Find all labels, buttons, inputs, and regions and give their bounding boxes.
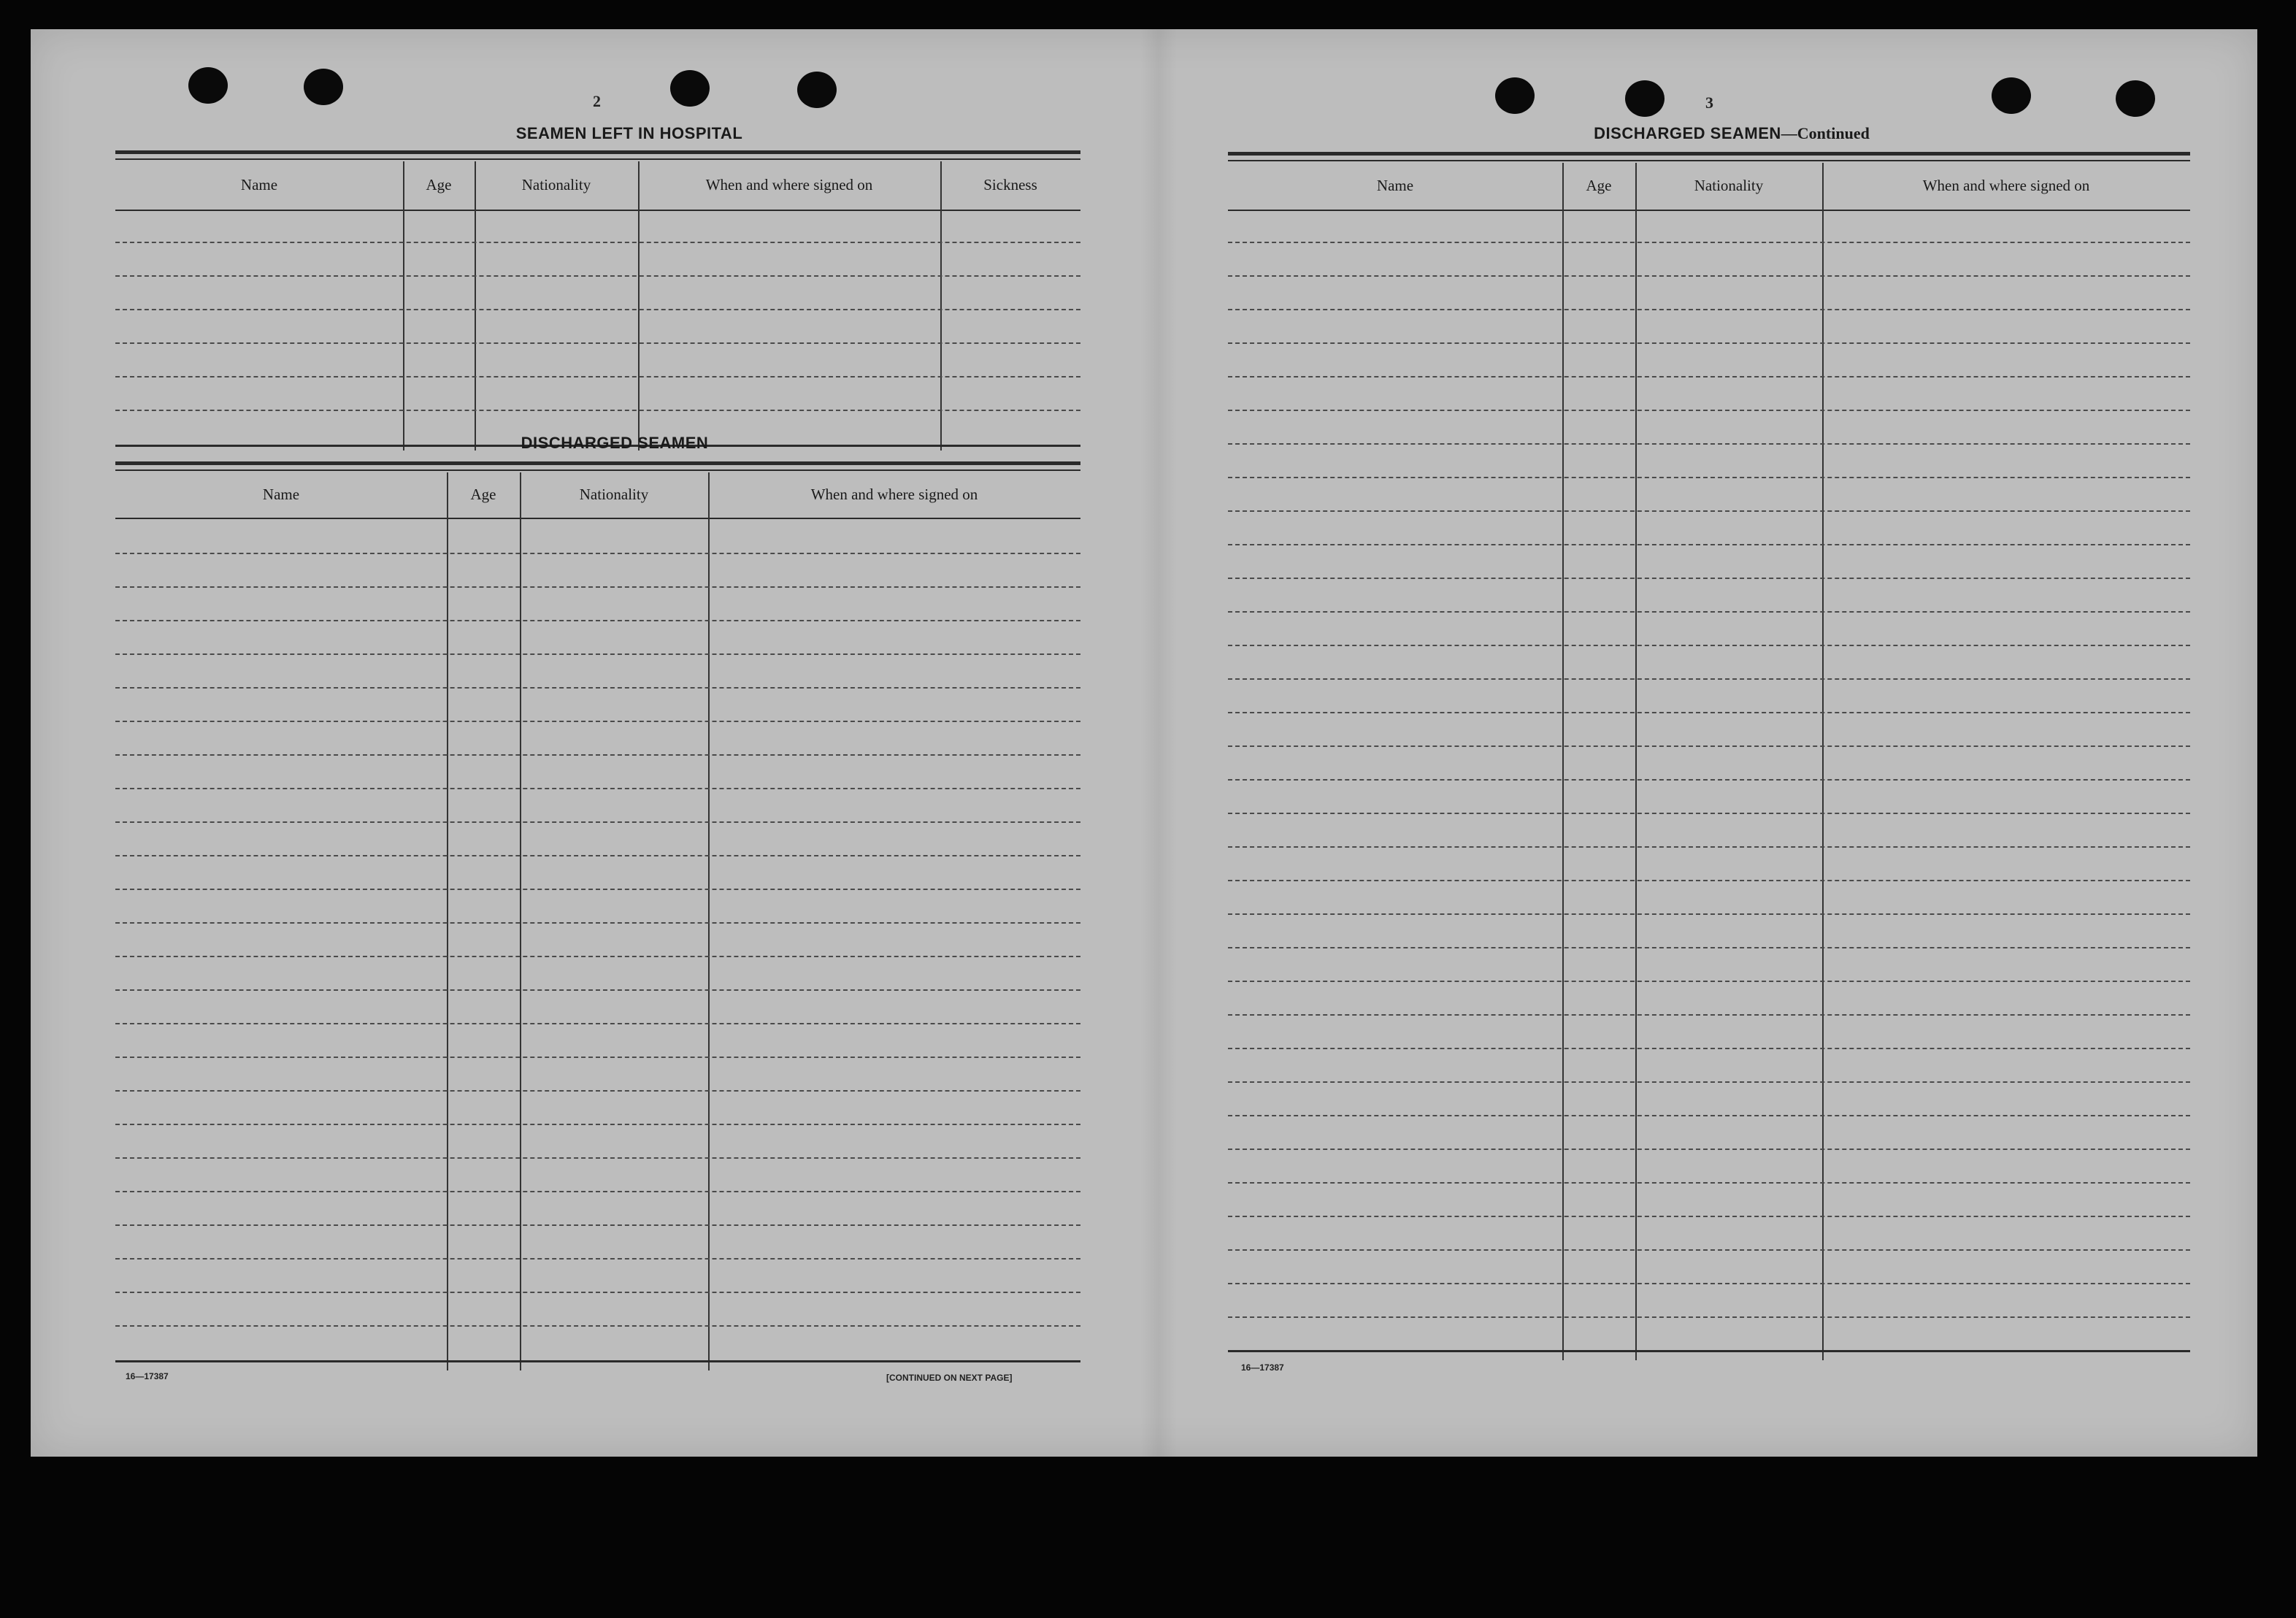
table-row [1228, 779, 2190, 781]
page-fold [1140, 29, 1177, 1457]
table-row [115, 1292, 1080, 1293]
table-row [1228, 712, 2190, 713]
hospital-col-sickness: Sickness [983, 175, 1037, 193]
table-row [115, 1124, 1080, 1125]
discharged-col-signed-on: When and where signed on [810, 485, 978, 503]
punch-hole [188, 67, 228, 104]
table-row [1228, 309, 2190, 310]
table-row [115, 309, 1080, 310]
table-row [1228, 242, 2190, 243]
table-row [1228, 645, 2190, 646]
discharged-cont-col-age: Age [1586, 176, 1612, 194]
table-row [115, 342, 1080, 344]
discharged-continued-title-main: DISCHARGED SEAMEN [1594, 124, 1781, 142]
table-row [115, 1258, 1080, 1259]
document-sheet [31, 29, 2257, 1457]
punch-hole [797, 72, 837, 108]
table-row [115, 1157, 1080, 1159]
hospital-table [115, 150, 1080, 446]
table-row [1228, 1216, 2190, 1217]
table-row [1228, 443, 2190, 445]
table-row [115, 553, 1080, 554]
table-row [1228, 981, 2190, 982]
discharged-cont-col-name: Name [1376, 176, 1414, 194]
table-row [1228, 846, 2190, 848]
table-row [115, 989, 1080, 991]
discharged-continued-title-suffix: —Continued [1781, 124, 1870, 142]
punch-hole [1625, 80, 1665, 117]
table-row [1228, 678, 2190, 680]
discharged-col-age: Age [470, 485, 496, 503]
table-row [1228, 410, 2190, 411]
discharged-col-name: Name [262, 485, 300, 503]
table-row [1228, 342, 2190, 344]
page-number-left: 2 [593, 92, 601, 110]
table-row [115, 956, 1080, 957]
table-row [115, 1090, 1080, 1092]
table-row [115, 1191, 1080, 1192]
hospital-col-name: Name [240, 175, 278, 193]
discharged-table-right [1228, 152, 2190, 1359]
table-row [1228, 1249, 2190, 1251]
hospital-col-age: Age [426, 175, 452, 193]
punch-hole [670, 70, 710, 107]
discharged-cont-col-nationality: Nationality [1694, 176, 1764, 194]
table-row [1228, 745, 2190, 747]
table-row [115, 922, 1080, 924]
table-row [1228, 376, 2190, 377]
table-row [115, 1224, 1080, 1226]
table-row [115, 376, 1080, 377]
hospital-section-title: SEAMEN LEFT IN HOSPITAL [515, 124, 743, 142]
table-row [1228, 1081, 2190, 1083]
punch-hole [1495, 77, 1535, 114]
table-row [1228, 1048, 2190, 1049]
page-number-right: 3 [1705, 93, 1713, 112]
hospital-col-signed-on: When and where signed on [705, 175, 873, 193]
discharged-continued-title [1476, 124, 1987, 143]
continued-note: [CONTINUED ON NEXT PAGE] [886, 1373, 1013, 1383]
table-row [1228, 880, 2190, 881]
table-row [115, 1325, 1080, 1327]
table-row [1228, 1115, 2190, 1116]
form-number-right: 16—17387 [1241, 1362, 1284, 1373]
table-row [115, 275, 1080, 277]
table-row [1228, 578, 2190, 579]
table-row [115, 788, 1080, 789]
hospital-col-nationality: Nationality [521, 175, 591, 193]
table-row [1228, 544, 2190, 545]
table-row [1228, 1182, 2190, 1184]
table-row [115, 687, 1080, 689]
table-row [1228, 1014, 2190, 1016]
discharged-cont-col-signed-on: When and where signed on [1922, 176, 2090, 194]
table-row [1228, 947, 2190, 948]
table-row [1228, 510, 2190, 512]
table-row [115, 821, 1080, 823]
discharged-table-left [115, 461, 1080, 1368]
table-row [1228, 477, 2190, 478]
table-row [1228, 1283, 2190, 1284]
table-row [115, 855, 1080, 856]
table-row [115, 1057, 1080, 1058]
table-row [1228, 813, 2190, 814]
table-row [115, 242, 1080, 243]
punch-hole [1992, 77, 2031, 114]
table-row [115, 620, 1080, 621]
table-row [115, 754, 1080, 756]
discharged-col-nationality: Nationality [579, 485, 649, 503]
table-row [1228, 275, 2190, 277]
table-row [115, 721, 1080, 722]
punch-hole [2116, 80, 2155, 117]
table-row [1228, 1316, 2190, 1318]
punch-hole [304, 69, 343, 105]
form-number-left: 16—17387 [126, 1371, 169, 1381]
table-row [1228, 913, 2190, 915]
table-row [1228, 1149, 2190, 1150]
table-row [115, 889, 1080, 890]
table-row [1228, 611, 2190, 613]
table-row [115, 1023, 1080, 1024]
table-row [115, 653, 1080, 655]
discharged-section-title: DISCHARGED SEAMEN [521, 434, 709, 452]
table-row [115, 410, 1080, 411]
table-row [115, 586, 1080, 588]
